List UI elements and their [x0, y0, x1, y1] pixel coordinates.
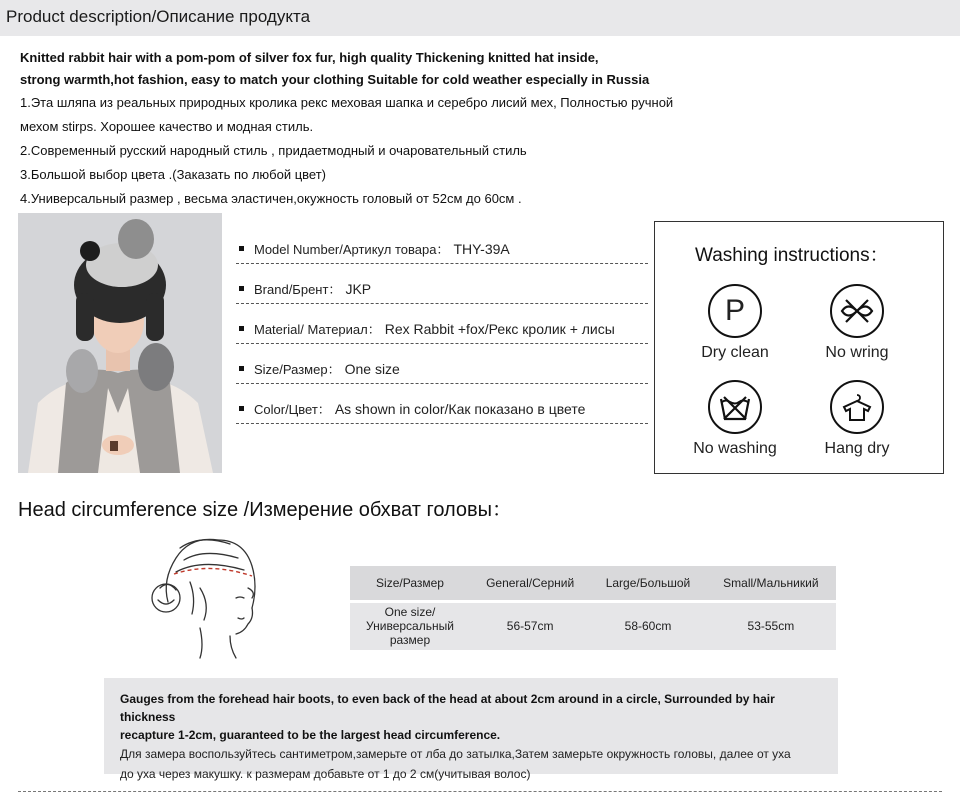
- intro-line: 3.Большой выбор цвета .(Заказать по любой цвет): [20, 167, 327, 182]
- head-sketch-illustration: [140, 528, 290, 660]
- bullet-icon: [239, 406, 244, 411]
- hang-dry-icon: [830, 380, 884, 434]
- table-cell: 53-55cm: [706, 601, 836, 650]
- table-header: Large/Большой: [590, 566, 705, 601]
- spec-value: As shown in color/Как показано в цвете: [334, 400, 586, 417]
- intro-bold-line: Knitted rabbit hair with a pom-pom of silver fox fur, high quality Thickening knitted hat inside,: [20, 50, 599, 65]
- spec-row-material: [236, 304, 648, 344]
- wash-label: No wring: [825, 344, 889, 361]
- wash-label: Dry clean: [701, 344, 769, 361]
- intro-line: 1.Эта шляпа из реальных природных кролика рекс меховая шапка и серебро лисий мех, Полностью ручной: [20, 95, 674, 110]
- washing-title: Washing instructions：: [695, 245, 889, 266]
- wash-label: No washing: [693, 440, 777, 457]
- note-bold-line: Gauges from the forehead hair boots, to even back of the head at about 2cm around in a circle, Surrounded by hair thickness: [120, 692, 775, 724]
- head-circumference-title: Head circumference size /Измерение обхват головы：: [18, 499, 513, 521]
- table-header: Small/Мальникий: [706, 566, 836, 601]
- intro-text: [20, 47, 940, 211]
- size-table: [350, 566, 836, 650]
- wash-item-no-wring: [797, 284, 917, 362]
- wash-item-hang-dry: [797, 380, 917, 458]
- note-bold-line: recapture 1-2cm, guaranteed to be the largest head circumference.: [120, 728, 501, 742]
- bullet-icon: [239, 286, 244, 291]
- wash-item-no-washing: [675, 380, 795, 458]
- washing-instructions-panel: [654, 221, 944, 474]
- spec-row-size: [236, 344, 648, 384]
- table-cell: 56-57cm: [470, 601, 590, 650]
- spec-row-color: [236, 384, 648, 424]
- spec-list: [236, 224, 648, 424]
- spec-row-model: [236, 224, 648, 264]
- table-cell: One size/ Универсальный размер: [350, 601, 470, 650]
- spec-label: Size/Размер：: [254, 362, 341, 377]
- wash-label: Hang dry: [824, 440, 890, 457]
- note-line: до уха через макушку. к размерам добавьте от 1 до 2 см(учитывая волос): [120, 767, 531, 781]
- table-header: Size/Размер: [350, 566, 470, 601]
- no-wring-icon: [830, 284, 884, 338]
- table-cell: 58-60cm: [590, 601, 705, 650]
- spec-value: Rex Rabbit +fox/Рекс кролик + лисы: [384, 320, 615, 337]
- spec-label: Model Number/Артикул товара：: [254, 242, 450, 257]
- dry-clean-glyph: P: [724, 294, 745, 327]
- intro-bold-line: strong warmth,hot fashion, easy to match your clothing Suitable for cold weather especially in Russia: [20, 72, 650, 87]
- table-header: General/Серний: [470, 566, 590, 601]
- intro-line: 4.Универсальный размер , весьма эластичен,окужность головый от 52см до 60см .: [20, 191, 522, 206]
- dry-clean-icon: [708, 284, 762, 338]
- bullet-icon: [239, 326, 244, 331]
- model-photo: [18, 213, 222, 473]
- intro-line: мехом stirps. Хорошее качество и модная стиль.: [20, 119, 314, 134]
- divider: [18, 791, 942, 792]
- spec-value: JKP: [345, 280, 372, 297]
- header-bar: [0, 0, 960, 36]
- note-line: Для замера воспользуйтесь сантиметром,замерьте от лба до затылка,Затем замерьте окружность головы, далее от уха: [120, 747, 791, 761]
- spec-label: Brand/Брент：: [254, 282, 342, 297]
- spec-row-brand: [236, 264, 648, 304]
- wash-item-dry-clean: [675, 284, 795, 362]
- spec-label: Material/ Материал：: [254, 322, 381, 337]
- size-table-header-row: [350, 566, 836, 601]
- measurement-note: [104, 678, 838, 781]
- spec-label: Color/Цвет：: [254, 402, 331, 417]
- no-washing-icon: [708, 380, 762, 434]
- bullet-icon: [239, 366, 244, 371]
- spec-value: THY-39A: [453, 240, 510, 257]
- bullet-icon: [239, 246, 244, 251]
- intro-line: 2.Современный русский народный стиль , придаетмодный и очаровательный стиль: [20, 143, 527, 158]
- page-title: Product description/Описание продукта: [6, 7, 311, 26]
- spec-value: One size: [344, 360, 400, 377]
- table-row: [350, 601, 836, 650]
